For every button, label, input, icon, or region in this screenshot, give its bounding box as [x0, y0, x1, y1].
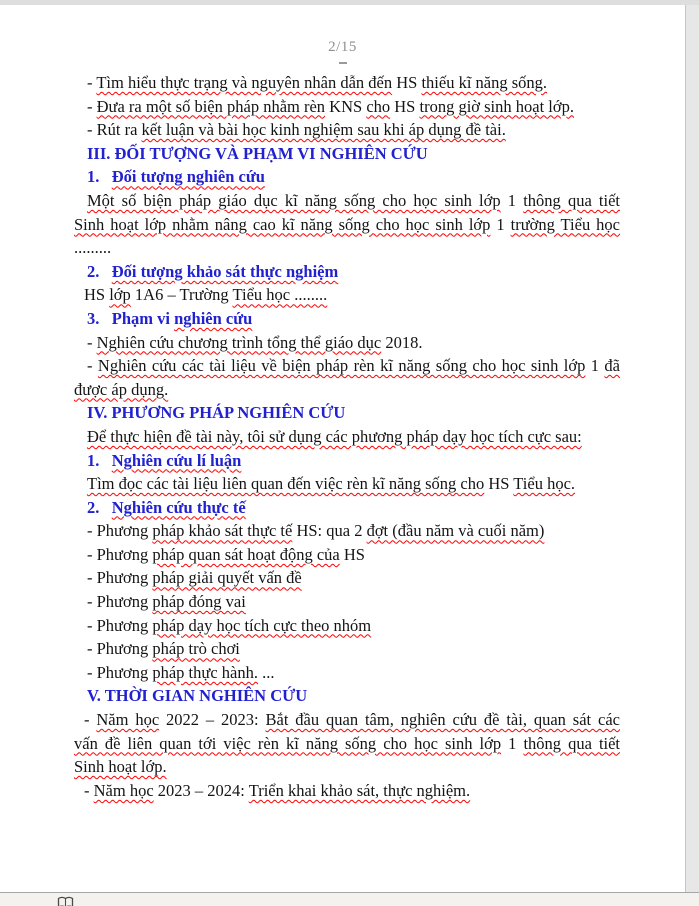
- text-line: [74, 95, 620, 119]
- text-line: [74, 71, 620, 95]
- text-line: [74, 708, 620, 732]
- text-line: [74, 425, 620, 449]
- text-run: 3. Phạm vi: [87, 308, 175, 328]
- misspelled-text-run: trong giờ sinh hoạt lớp.: [419, 96, 574, 116]
- text-run: 2022 – 2023:: [159, 710, 266, 730]
- text-line: [74, 637, 620, 661]
- text-line: [74, 779, 620, 803]
- text-line: [74, 519, 620, 543]
- misspelled-text-run: Nghiên cứu chương trình tổng thể giáo dục: [96, 332, 382, 352]
- misspelled-text-run: kết luận và bài học kinh nghiệm sau khi áp dụng đề tài.: [141, 120, 506, 140]
- heading-line: [74, 449, 620, 473]
- text-run: ...: [257, 662, 275, 682]
- text-run: 2018.: [381, 332, 423, 352]
- text-run: -: [84, 780, 94, 800]
- heading-line: [74, 260, 620, 284]
- misspelled-text-run: Sinh hoạt lớp nhằm nâng cao kĩ năng sống cho học sinh lớp: [74, 214, 491, 234]
- misspelled-text-run: Nghiên cứu các tài liệu về biện pháp rèn kĩ năng sống cho học sinh lớp: [97, 356, 586, 376]
- text-run: 1: [501, 733, 524, 753]
- misspelled-text-run: Một số biện pháp giáo dục kĩ năng sống cho học sinh lớp: [87, 190, 501, 210]
- misspelled-text-run: đợt (đầu năm và cuối năm): [366, 521, 545, 541]
- text-run: HS: qua 2: [292, 521, 367, 541]
- text-run: 1: [585, 356, 605, 376]
- misspelled-text-run: pháp khảo sát thực tế: [152, 521, 293, 541]
- text-line: [74, 213, 620, 237]
- status-bar: [0, 892, 699, 906]
- heading-line: [74, 307, 620, 331]
- text-line: [74, 189, 620, 213]
- text-run: KNS: [325, 96, 367, 116]
- misspelled-text-run: Tìm hiểu thực trạng và nguyên nhân dẫn đến: [96, 73, 393, 92]
- text-run: - Phương: [87, 615, 153, 635]
- text-run: V. THỜI GIAN NGHIÊN CỨU: [87, 686, 308, 706]
- text-run: 1: [490, 214, 511, 234]
- text-line: [74, 732, 620, 756]
- text-run: HS: [484, 474, 514, 494]
- text-run: 1A6 – Trường: [130, 285, 233, 305]
- heading-line: [74, 142, 620, 166]
- misspelled-text-run: lớp: [109, 285, 131, 305]
- text-run: HS: [339, 544, 365, 564]
- text-line: [74, 331, 620, 355]
- misspelled-text-run: Năm học: [93, 780, 154, 800]
- text-run: - Phương: [87, 592, 153, 612]
- misspelled-text-run: pháp quan sát hoạt động của: [152, 544, 340, 564]
- text-line: [74, 118, 620, 142]
- misspelled-text-run: Tìm đọc các tài liệu liên quan đến việc rèn kĩ năng sống cho: [87, 474, 485, 494]
- text-run: 1: [500, 190, 524, 210]
- misspelled-text-run: nghiên cứu: [174, 308, 253, 328]
- text-run: 2.: [87, 497, 112, 517]
- heading-line: [74, 165, 620, 189]
- page-number: 2/15: [328, 39, 357, 55]
- misspelled-text-run: được áp dụng.: [74, 379, 169, 399]
- text-run: -: [84, 710, 97, 730]
- open-book-icon[interactable]: [57, 896, 74, 906]
- misspelled-text-run: Triển khai khảo sát, thực nghiệm.: [248, 780, 471, 800]
- text-run: IV. PHƯƠNG PHÁP NGHIÊN CỨU: [87, 403, 346, 423]
- misspelled-text-run: Năm học: [96, 710, 160, 730]
- text-line: [74, 472, 620, 496]
- text-run: HS: [392, 73, 422, 92]
- misspelled-text-run: pháp giải quyết vấn đề: [152, 568, 302, 588]
- text-run: 1.: [87, 167, 112, 187]
- misspelled-text-run: Sinh hoạt lớp.: [74, 757, 167, 777]
- misspelled-text-run: Đối tượng khảo sát thực nghiệm: [111, 261, 339, 281]
- text-run: 2.: [87, 261, 112, 281]
- misspelled-text-run: Đối tượng nghiên cứu: [111, 167, 265, 187]
- document-page[interactable]: [0, 5, 685, 893]
- text-run: - Phương: [87, 568, 153, 588]
- heading-line: [74, 401, 620, 425]
- misspelled-text-run: thông qua tiết: [523, 190, 621, 210]
- misspelled-text-run: Bắt đầu quan tâm, nghiên cứu đề tài, quan sát các: [265, 710, 620, 730]
- text-run: .........: [74, 238, 112, 258]
- text-run: HS: [390, 96, 420, 116]
- misspelled-text-run: Để thực hiện đề tài này, tôi sử dụng các phương pháp dạy học tích cực sau:: [87, 426, 582, 446]
- misspelled-text-run: pháp thực hành.: [152, 662, 258, 682]
- text-run: -: [87, 332, 97, 352]
- text-line: [74, 378, 620, 402]
- text-line: [74, 755, 620, 779]
- misspelled-text-run: Tiểu học ........: [232, 285, 328, 305]
- misspelled-text-run: thông qua tiết: [523, 733, 621, 753]
- misspelled-text-run: trường Tiểu học: [510, 214, 620, 234]
- text-run: - Phương: [87, 639, 153, 659]
- text-line: [74, 661, 620, 685]
- text-line: [74, 590, 620, 614]
- misspelled-text-run: Nghiên cứu thực tế: [111, 497, 246, 517]
- text-run: -: [87, 356, 98, 376]
- text-line: [74, 283, 620, 307]
- text-run: HS: [84, 285, 110, 305]
- heading-line: [74, 684, 620, 708]
- text-run: 1.: [87, 450, 112, 470]
- misspelled-text-run: Đưa ra một số biện pháp nhằm rèn: [96, 96, 326, 116]
- misspelled-text-run: Nghiên cứu lí luận: [111, 450, 242, 470]
- canvas-gutter: [685, 5, 699, 893]
- text-run: - Phương: [87, 662, 153, 682]
- misspelled-text-run: pháp trò chơi: [152, 639, 240, 659]
- misspelled-text-run: pháp đóng vai: [152, 592, 246, 612]
- text-line: [74, 236, 620, 260]
- text-run: - Phương: [87, 521, 153, 541]
- text-run: III. ĐỐI TƯỢNG VÀ PHẠM VI NGHIÊN CỨU: [87, 143, 428, 163]
- misspelled-text-run: Tiểu học.: [513, 474, 576, 494]
- document-body[interactable]: [74, 71, 620, 802]
- misspelled-text-run: đã: [604, 356, 620, 376]
- text-run: - Rút ra: [87, 120, 142, 140]
- page-number-mark: [339, 62, 347, 64]
- misspelled-text-run: thiếu kĩ năng sống.: [421, 73, 548, 92]
- text-line: [74, 543, 620, 567]
- text-run: - Phương: [87, 544, 153, 564]
- misspelled-text-run: vấn đề liên quan tới việc rèn kĩ năng sống cho học sinh lớp: [74, 733, 502, 753]
- text-run: -: [87, 96, 97, 116]
- text-line: [74, 566, 620, 590]
- text-line: [74, 614, 620, 638]
- misspelled-text-run: cho: [366, 96, 391, 116]
- heading-line: [74, 496, 620, 520]
- text-line: [74, 354, 620, 378]
- text-run: -: [87, 73, 97, 92]
- text-run: 2023 – 2024:: [153, 780, 249, 800]
- misspelled-text-run: pháp dạy học tích cực theo nhóm: [152, 615, 372, 635]
